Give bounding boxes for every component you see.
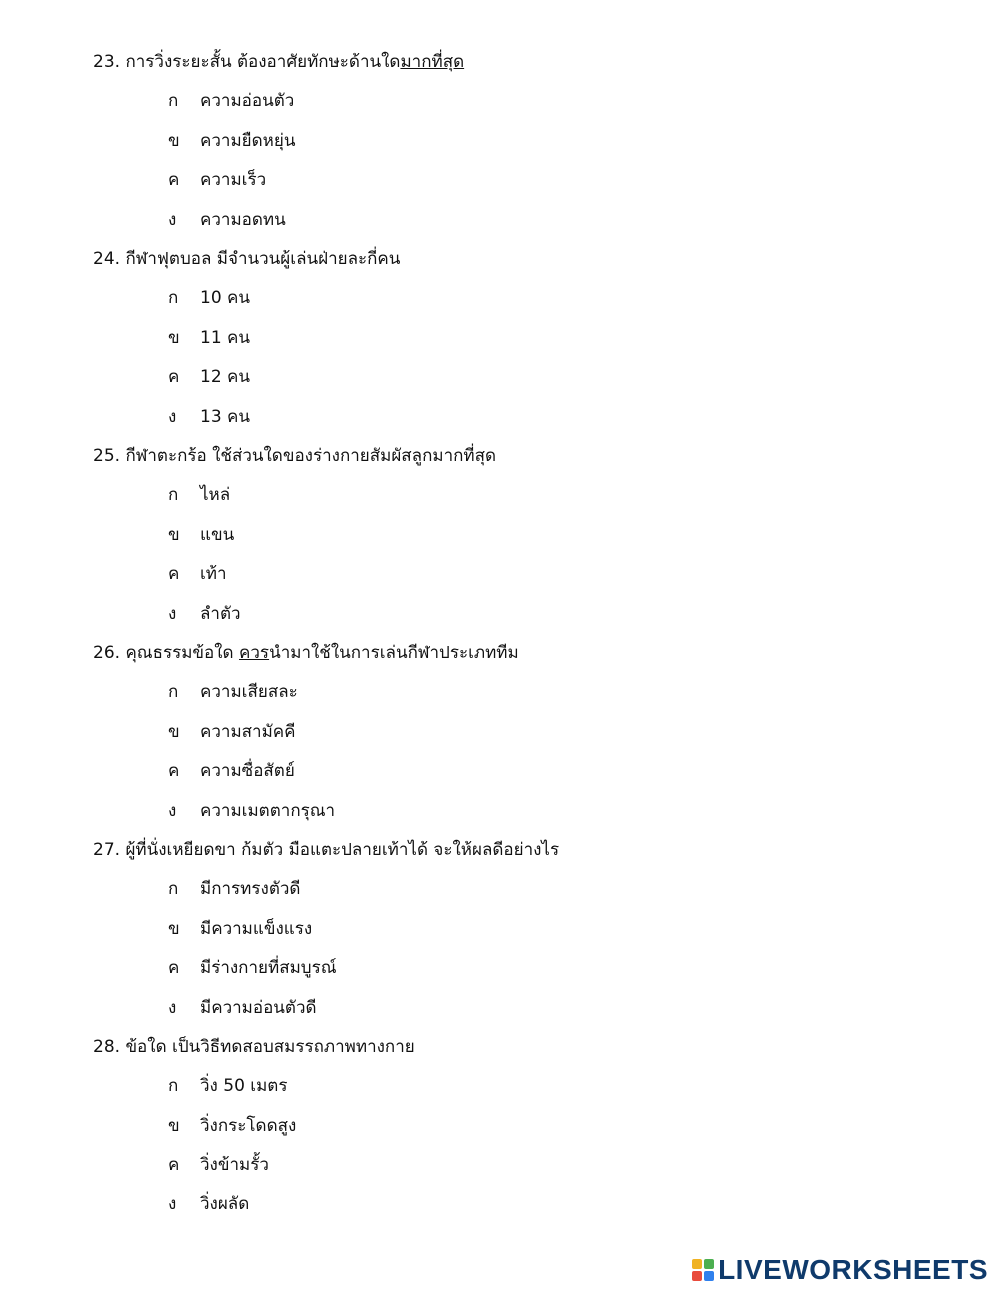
option-text: มีร่างกายที่สมบูรณ์ bbox=[200, 958, 337, 978]
option-letter: ค bbox=[168, 761, 180, 781]
option-27-a[interactable] bbox=[168, 878, 300, 900]
option-text: ความเร็ว bbox=[200, 170, 267, 190]
option-text: ไหล่ bbox=[200, 485, 231, 505]
option-letter: ง bbox=[168, 998, 177, 1018]
option-letter: ก bbox=[168, 485, 179, 505]
option-28-b[interactable] bbox=[168, 1115, 296, 1137]
question-text-tail: นำมาใช้ในการเล่นกีฬาประเภททีม bbox=[269, 643, 519, 663]
option-25-a[interactable] bbox=[168, 484, 230, 506]
liveworksheets-logo[interactable] bbox=[692, 1254, 988, 1286]
question-23 bbox=[93, 51, 464, 73]
option-text: วิ่งข้ามรั้ว bbox=[200, 1155, 269, 1175]
question-text: 28. ข้อใด เป็นวิธีทดสอบสมรรถภาพทางกาย bbox=[93, 1037, 415, 1057]
option-text: 11 คน bbox=[200, 328, 251, 348]
logo-text: LIVEWORKSHEETS bbox=[718, 1254, 988, 1285]
option-text: มีการทรงตัวดี bbox=[200, 879, 301, 899]
question-emphasis: ควร bbox=[239, 643, 270, 663]
option-28-a[interactable] bbox=[168, 1075, 287, 1097]
option-text: มีความแข็งแรง bbox=[200, 919, 313, 939]
question-28 bbox=[93, 1036, 415, 1058]
question-25 bbox=[93, 445, 496, 467]
option-24-a[interactable] bbox=[168, 287, 250, 309]
option-letter: ก bbox=[168, 288, 179, 308]
option-24-c[interactable] bbox=[168, 366, 250, 388]
option-26-d[interactable] bbox=[168, 800, 335, 822]
logo-block-4 bbox=[704, 1271, 714, 1281]
option-text: วิ่ง 50 เมตร bbox=[200, 1076, 288, 1096]
question-text: 24. กีฬาฟุตบอล มีจำนวนผู้เล่นฝ่ายละกี่คน bbox=[93, 249, 401, 269]
option-text: ลำตัว bbox=[200, 604, 241, 624]
option-letter: ข bbox=[168, 328, 180, 348]
option-letter: ง bbox=[168, 210, 177, 230]
option-letter: ง bbox=[168, 801, 177, 821]
option-letter: ก bbox=[168, 682, 179, 702]
question-26 bbox=[93, 642, 519, 664]
question-text: 23. การวิ่งระยะสั้น ต้องอาศัยทักษะด้านใด bbox=[93, 52, 401, 72]
option-letter: ค bbox=[168, 958, 180, 978]
option-26-a[interactable] bbox=[168, 681, 298, 703]
option-letter: ง bbox=[168, 407, 177, 427]
option-letter: ค bbox=[168, 564, 180, 584]
option-28-c[interactable] bbox=[168, 1154, 269, 1176]
option-letter: ค bbox=[168, 170, 180, 190]
option-letter: ง bbox=[168, 1194, 177, 1214]
option-text: ความอดทน bbox=[200, 210, 286, 230]
question-text: 25. กีฬาตะกร้อ ใช้ส่วนใดของร่างกายสัมผัสลูกมากที่สุด bbox=[93, 446, 497, 466]
question-27 bbox=[93, 839, 559, 861]
option-text: ความสามัคคี bbox=[200, 722, 296, 742]
option-text: มีความอ่อนตัวดี bbox=[200, 998, 317, 1018]
logo-blocks-icon bbox=[692, 1259, 714, 1281]
option-24-b[interactable] bbox=[168, 327, 250, 349]
option-23-c[interactable] bbox=[168, 169, 266, 191]
option-letter: ค bbox=[168, 367, 180, 387]
question-24 bbox=[93, 248, 400, 270]
option-23-b[interactable] bbox=[168, 130, 295, 152]
option-letter: ข bbox=[168, 722, 180, 742]
option-27-b[interactable] bbox=[168, 918, 312, 940]
option-letter: ข bbox=[168, 525, 180, 545]
option-27-c[interactable] bbox=[168, 957, 336, 979]
option-letter: ก bbox=[168, 1076, 179, 1096]
option-text: 10 คน bbox=[200, 288, 251, 308]
option-letter: ข bbox=[168, 131, 180, 151]
question-emphasis: มากที่สุด bbox=[400, 52, 465, 72]
option-letter: ค bbox=[168, 1155, 180, 1175]
option-25-b[interactable] bbox=[168, 524, 234, 546]
option-text: ความอ่อนตัว bbox=[200, 91, 295, 111]
option-28-d[interactable] bbox=[168, 1193, 249, 1215]
option-25-d[interactable] bbox=[168, 603, 241, 625]
option-text: 12 คน bbox=[200, 367, 251, 387]
option-letter: ก bbox=[168, 91, 179, 111]
option-text: 13 คน bbox=[200, 407, 251, 427]
logo-block-1 bbox=[692, 1259, 702, 1269]
logo-block-2 bbox=[704, 1259, 714, 1269]
option-25-c[interactable] bbox=[168, 563, 227, 585]
option-letter: ข bbox=[168, 919, 180, 939]
option-text: เท้า bbox=[200, 564, 227, 584]
option-26-b[interactable] bbox=[168, 721, 296, 743]
option-text: ความซื่อสัตย์ bbox=[200, 761, 295, 781]
option-text: ความยืดหยุ่น bbox=[200, 131, 296, 151]
option-text: วิ่งผลัด bbox=[200, 1194, 250, 1214]
option-text: ความเมตตากรุณา bbox=[200, 801, 336, 821]
logo-block-3 bbox=[692, 1271, 702, 1281]
option-27-d[interactable] bbox=[168, 997, 317, 1019]
option-letter: ง bbox=[168, 604, 177, 624]
option-24-d[interactable] bbox=[168, 406, 250, 428]
question-text: 26. คุณธรรมข้อใด bbox=[93, 643, 240, 663]
option-text: ความเสียสละ bbox=[200, 682, 298, 702]
option-text: แขน bbox=[200, 525, 235, 545]
option-23-d[interactable] bbox=[168, 209, 286, 231]
question-text: 27. ผู้ที่นั่งเหยียดขา ก้มตัว มือแตะปลายเท้าได้ จะให้ผลดีอย่างไร bbox=[93, 840, 560, 860]
option-23-a[interactable] bbox=[168, 90, 294, 112]
option-letter: ข bbox=[168, 1116, 180, 1136]
option-text: วิ่งกระโดดสูง bbox=[200, 1116, 297, 1136]
option-letter: ก bbox=[168, 879, 179, 899]
option-26-c[interactable] bbox=[168, 760, 295, 782]
